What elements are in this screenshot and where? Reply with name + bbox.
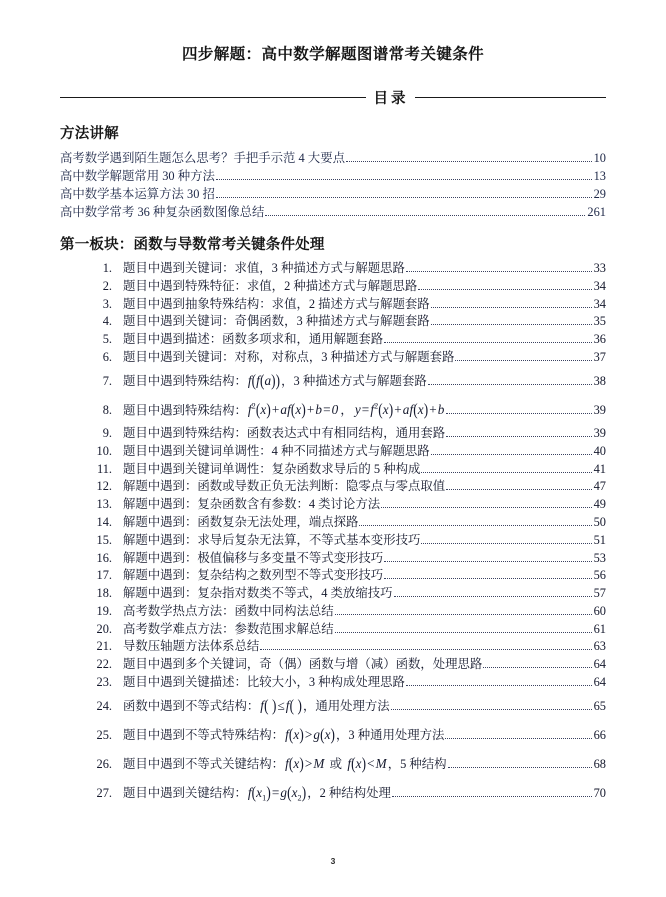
toc-entry[interactable]: [60, 638, 606, 656]
formula-fx-vs-M: f(x)>M 或 f(x)<M: [285, 753, 387, 773]
toc-list-methods: [60, 150, 606, 222]
toc-entry-title: [123, 782, 391, 803]
toc-entry-page: 49: [593, 497, 606, 512]
toc-entry-prefix: 函数中遇到不等式结构：: [123, 698, 260, 713]
toc-entry-page: 34: [593, 278, 606, 293]
toc-entry-title: 题目中遇到多个关键词，奇（偶）函数与增（减）函数，处理思路: [123, 657, 483, 672]
toc-entry-number: 6.: [102, 349, 112, 364]
toc-entry[interactable]: [60, 514, 606, 532]
toc-leader-dots: [431, 454, 592, 455]
toc-entry-page: 261: [587, 205, 606, 220]
toc-entry[interactable]: [60, 496, 606, 514]
toc-entry-page: 68: [593, 756, 606, 771]
toc-entry-number: 22.: [96, 657, 112, 672]
toc-leader-dots: [406, 685, 592, 686]
toc-entry-page: 60: [593, 603, 606, 618]
toc-leader-dots: [446, 413, 591, 414]
toc-entry-page: 56: [593, 568, 606, 583]
toc-entry[interactable]: [60, 749, 606, 778]
toc-entry-title: 题目中遇到关键词：求值，3 种描述方式与解题思路: [123, 260, 405, 275]
toc-leader-dots: [391, 709, 592, 710]
toc-entry-number: 26.: [96, 756, 112, 771]
toc-leader-dots: [335, 614, 592, 615]
toc-entry-title: [123, 370, 427, 390]
toc-leader-dots: [346, 161, 592, 162]
toc-entry[interactable]: [60, 620, 606, 638]
toc-entry[interactable]: [60, 778, 606, 810]
toc-divider: [60, 87, 606, 108]
toc-entry-title: 解题中遇到：复杂函数含有参数：4 类讨论方法: [123, 497, 381, 512]
toc-entry-title: 解题中遇到：函数或导数正负无法判断：隐零点与零点取值: [123, 479, 446, 494]
toc-entry[interactable]: [60, 204, 606, 222]
toc-entry[interactable]: [60, 295, 606, 313]
toc-entry[interactable]: [60, 549, 606, 567]
toc-entry-suffix: ，5 种结构: [387, 756, 447, 771]
toc-leader-dots: [392, 796, 592, 797]
toc-entry[interactable]: [60, 349, 606, 367]
toc-entry-number: 10.: [96, 443, 112, 458]
toc-label: 目录: [373, 90, 409, 107]
toc-entry-page: 10: [593, 151, 606, 166]
toc-entry-page: 47: [593, 479, 606, 494]
toc-entry-title: 题目中遇到关键词：奇偶函数，3 种描述方式与解题套路: [123, 314, 430, 329]
toc-entry-title: [123, 753, 447, 773]
toc-entry-number: 4.: [102, 314, 112, 329]
toc-entry-number: 1.: [102, 260, 112, 275]
toc-leader-dots: [428, 384, 592, 385]
toc-entry-page: 34: [593, 296, 606, 311]
toc-entry[interactable]: [60, 460, 606, 478]
toc-entry-suffix: ，通用处理方法: [302, 698, 390, 713]
toc-entry-title: 解题中遇到：函数复杂无法处理，端点探路: [123, 514, 359, 529]
toc-leader-dots: [381, 507, 592, 508]
toc-leader-dots: [455, 360, 591, 361]
toc-leader-dots: [421, 543, 591, 544]
toc-entry-number: 17.: [96, 568, 112, 583]
toc-entry[interactable]: [60, 395, 606, 424]
toc-leader-dots: [445, 738, 591, 739]
toc-entry-page: 33: [593, 260, 606, 275]
toc-entry-number: 13.: [96, 497, 112, 512]
toc-entry-number: 3.: [102, 296, 112, 311]
toc-leader-dots: [394, 596, 592, 597]
toc-entry-page: 13: [593, 169, 606, 184]
toc-entry-title: 题目中遇到抽象特殊结构：求值，2 描述方式与解题套路: [123, 296, 430, 311]
toc-entry[interactable]: [60, 567, 606, 585]
toc-entry[interactable]: [60, 602, 606, 620]
toc-entry-page: 50: [593, 514, 606, 529]
toc-leader-dots: [216, 197, 592, 198]
toc-entry[interactable]: [60, 585, 606, 603]
toc-entry-page: 64: [593, 657, 606, 672]
toc-entry-page: 66: [593, 727, 606, 742]
toc-entry-title: 题目中遇到关键词单调性：复杂函数求导后的 5 种构成: [123, 461, 421, 476]
toc-entry[interactable]: [60, 478, 606, 496]
toc-leader-dots: [384, 561, 591, 562]
divider-rule-right: [415, 97, 606, 98]
toc-entry-page: 41: [593, 461, 606, 476]
toc-leader-dots: [335, 632, 592, 633]
toc-leader-dots: [448, 767, 592, 768]
toc-entry-number: 11.: [96, 461, 112, 476]
toc-entry-page: 65: [593, 698, 606, 713]
toc-entry-page: 38: [593, 373, 606, 388]
section-heading-block-one: 第一板块：函数与导数常考关键条件处理: [60, 236, 325, 253]
toc-entry-number: 14.: [96, 514, 112, 529]
toc-entry-prefix: 题目中遇到不等式关键结构：: [123, 756, 285, 771]
toc-entry-page: 64: [593, 675, 606, 689]
toc-entry-title: 题目中遇到关键词：对称，对称点，3 种描述方式与解题套路: [123, 349, 455, 364]
toc-entry[interactable]: [60, 656, 606, 674]
toc-entry-number: 9.: [102, 426, 112, 441]
toc-entry-title: 高中数学常考 36 种复杂函数图像总结: [60, 205, 265, 220]
toc-leader-dots: [384, 342, 591, 343]
page-title: 四步解题：高中数学解题图谱常考关键条件: [181, 46, 485, 63]
toc-entry[interactable]: [60, 150, 606, 168]
toc-entry[interactable]: [60, 531, 606, 549]
toc-entry-suffix: ，2 种结构处理: [307, 785, 391, 800]
toc-entry-page: 29: [593, 187, 606, 202]
toc-entry-title: 高中数学解题常用 30 种方法: [60, 169, 215, 184]
toc-entry[interactable]: [60, 720, 606, 749]
toc-leader-dots: [260, 649, 591, 650]
toc-entry-title: 解题中遇到：求导后复杂无法算，不等式基本变形技巧: [123, 532, 421, 547]
toc-entry-number: 15.: [96, 532, 112, 547]
toc-entry-prefix: 题目中遇到不等式特殊结构：: [123, 727, 285, 742]
toc-entry-page: 63: [593, 639, 606, 654]
formula-f-le-f: f( )≤f( ): [260, 695, 302, 715]
formula-f-of-f-a: f(f(a)): [247, 370, 281, 390]
toc-entry-page: 70: [593, 785, 606, 800]
toc-entry[interactable]: [60, 691, 606, 720]
toc-entry-title: 导数压轴题方法体系总结: [123, 639, 260, 654]
toc-entry-number: 8.: [102, 403, 112, 418]
toc-entry-suffix: ，3 种描述方式与解题套路: [281, 373, 427, 388]
toc-entry-title: 解题中遇到：极值偏移与多变量不等式变形技巧: [123, 550, 384, 565]
toc-entry-title: 题目中遇到特殊结构：函数表达式中有相同结构，通用套路: [123, 426, 446, 441]
toc-entry[interactable]: [60, 260, 606, 278]
toc-entry-title: [123, 724, 445, 744]
toc-entry[interactable]: [60, 277, 606, 295]
toc-entry-page: 35: [593, 314, 606, 329]
toc-entry-prefix: 题目中遇到关键结构：: [123, 785, 247, 800]
toc-leader-dots: [418, 289, 591, 290]
toc-leader-dots: [483, 667, 591, 668]
toc-leader-dots: [431, 324, 592, 325]
toc-entry-suffix: ，3 种通用处理方法: [336, 727, 445, 742]
toc-entry-page: 57: [593, 586, 606, 601]
toc-entry-page: 53: [593, 550, 606, 565]
toc-entry-page: 39: [593, 403, 606, 418]
formula-fx1-eq-gx2: $f(x_1)=g(x_2)$: [247, 782, 307, 803]
toc-entry-prefix: 题目中遇到特殊结构：: [123, 373, 247, 388]
toc-entry[interactable]: [60, 168, 606, 186]
toc-entry-number: 24.: [96, 698, 112, 713]
footer-page-number: 3: [330, 856, 336, 866]
toc-entry-number: 12.: [96, 479, 112, 494]
toc-leader-dots: [421, 472, 591, 473]
toc-entry-number: 20.: [96, 621, 112, 636]
toc-entry-title: 解题中遇到：复杂指对数类不等式，4 类放缩技巧: [123, 586, 393, 601]
formula-quadratic-in-f: $f^2(x)+af(x)+b=0$ ， $y=f^2(x)+af(x)+b$: [247, 400, 445, 420]
toc-entry-number: 2.: [102, 278, 112, 293]
toc-leader-dots: [265, 215, 585, 216]
toc-entry[interactable]: [60, 331, 606, 349]
toc-entry-number: 27.: [96, 785, 112, 800]
toc-entry-title: 题目中遇到描述：函数多项求和，通用解题套路: [123, 332, 384, 347]
toc-entry-title: 高中数学基本运算方法 30 招: [60, 187, 215, 202]
toc-entry-number: 16.: [96, 550, 112, 565]
toc-entry[interactable]: [60, 425, 606, 443]
toc-list-block-one: [60, 260, 606, 811]
toc-leader-dots: [384, 578, 591, 579]
toc-leader-dots: [216, 179, 592, 180]
toc-entry-prefix: 题目中遇到特殊结构：: [123, 403, 247, 418]
toc-entry-title: [123, 400, 445, 420]
toc-entry-title: 高考数学遇到陌生题怎么思考？手把手示范 4 大要点: [60, 151, 345, 166]
toc-entry-page: 51: [593, 532, 606, 547]
toc-entry-page: 37: [593, 349, 606, 364]
toc-entry-number: 23.: [96, 675, 112, 689]
toc-entry-title: 解题中遇到：复杂结构之数列型不等式变形技巧: [123, 568, 384, 583]
toc-leader-dots: [406, 271, 592, 272]
toc-entry[interactable]: [60, 366, 606, 395]
toc-leader-dots: [446, 489, 591, 490]
toc-entry-number: 18.: [96, 586, 112, 601]
toc-entry-number: 7.: [102, 373, 112, 388]
toc-entry[interactable]: [60, 674, 606, 692]
divider-rule-left: [60, 97, 366, 98]
toc-entry-title: 题目中遇到关键描述：比较大小，3 种构成处理思路: [123, 675, 405, 689]
toc-entry-title: 高考数学难点方法：参数范围求解总结: [123, 621, 334, 636]
toc-entry-number: 25.: [96, 727, 112, 742]
formula-fx-gt-gx: f(x)>g(x): [285, 724, 336, 744]
toc-entry-page: 40: [593, 443, 606, 458]
toc-leader-dots: [431, 307, 592, 308]
toc-entry[interactable]: [60, 313, 606, 331]
toc-leader-dots: [359, 525, 591, 526]
toc-entry[interactable]: [60, 442, 606, 460]
toc-entry-number: 19.: [96, 603, 112, 618]
toc-entry-number: 5.: [102, 332, 112, 347]
toc-entry-number: 21.: [96, 639, 112, 654]
toc-entry[interactable]: [60, 186, 606, 204]
toc-entry-title: 高考数学热点方法：函数中同构法总结: [123, 603, 334, 618]
toc-entry-page: 39: [593, 426, 606, 441]
toc-entry-page: 61: [593, 621, 606, 636]
toc-entry-title: 题目中遇到关键词单调性：4 种不同描述方式与解题思路: [123, 443, 430, 458]
toc-entry-page: 36: [593, 332, 606, 347]
toc-entry-title: [123, 695, 390, 715]
section-heading-methods: 方法讲解: [60, 125, 119, 142]
toc-entry-title: 题目中遇到特殊特征：求值，2 种描述方式与解题思路: [123, 278, 418, 293]
toc-leader-dots: [446, 436, 591, 437]
